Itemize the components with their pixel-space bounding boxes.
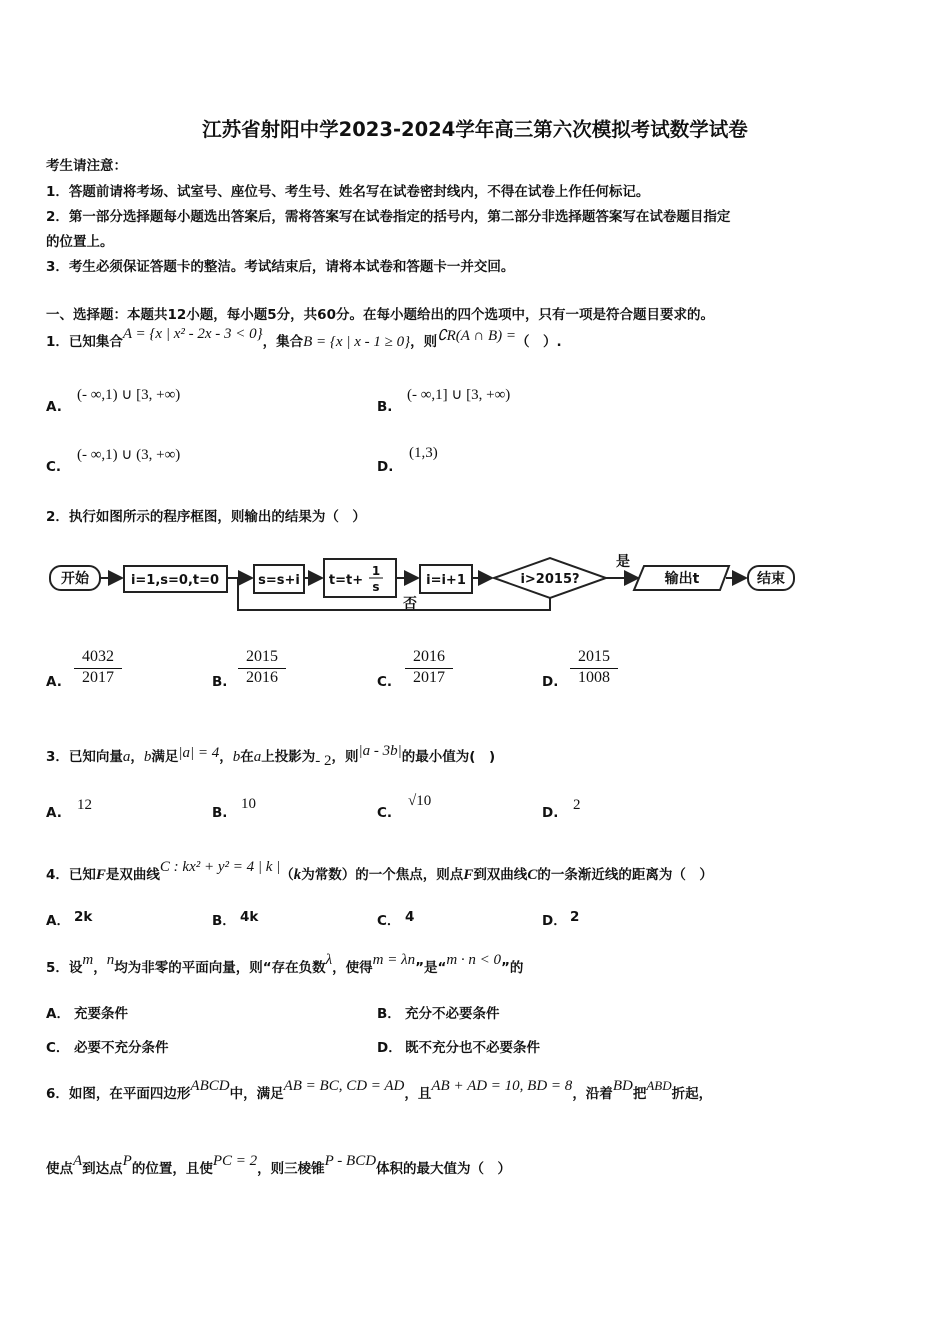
q4-hyperbola: C : kx² + y² = 4 | k | (159, 859, 281, 875)
question-4-stem (46, 859, 713, 884)
q4-text: 的一条渐近线的距离为（ ） (537, 867, 713, 883)
q3-option-a-label: A. (46, 805, 62, 821)
section-heading: 一、选择题：本题共12小题，每小题5分，共60分。在每小题给出的四个选项中，只有一项是符合题目要求的。 (46, 307, 714, 323)
q5-text: ”是“ (415, 960, 447, 976)
q1-option-c: (- ∞,1) ∪ (3, +∞) (77, 447, 181, 463)
q2-option-b-denominator: 2016 (246, 669, 278, 686)
notice-item: 的位置上。 (46, 234, 114, 250)
q2-option-d-denominator: 1008 (578, 669, 610, 686)
question-5-stem (46, 952, 524, 977)
q1-set-a: A = {x | x² - 2x - 3 < 0} (122, 326, 263, 342)
q2-option-c-label: C. (377, 674, 393, 690)
q5-text: ”的 (501, 960, 524, 976)
q2-option-d-label: D. (542, 674, 559, 690)
flow-t-label: t=t+ (328, 573, 364, 588)
q4-var-f2: F (463, 867, 474, 883)
q6-pyramid: P - BCD (324, 1153, 377, 1169)
q3-option-d: 2 (573, 797, 581, 813)
q6-text: 到达点 (82, 1161, 123, 1177)
question-6-stem (46, 1078, 713, 1103)
q4-option-a-label: A． (46, 913, 70, 929)
q5-option-c-label: C． (46, 1040, 70, 1056)
q5-var-m: m (82, 952, 94, 968)
q6-text: 的位置，且使 (131, 1161, 213, 1177)
q4-option-a: 2k (74, 909, 93, 925)
q2-option-c-denominator: 2017 (413, 669, 445, 686)
q6-text: 6．如图，在平面四边形 (46, 1086, 191, 1102)
q3-text: ， (130, 749, 144, 765)
q6-text: 体积的最大值为（ ） (376, 1161, 512, 1177)
q3-vector-a2: a (253, 749, 262, 765)
q4-text: 为常数）的一个焦点，则点 (301, 867, 464, 883)
q1-text: 1．已知集合 (46, 334, 123, 350)
program-flowchart (48, 548, 808, 628)
q1-option-b-label: B. (377, 399, 393, 415)
q6-text: ，且 (404, 1086, 432, 1102)
q2-option-b-label: B. (212, 674, 228, 690)
q6-text: 使点 (46, 1161, 73, 1177)
q4-text: 4．已知 (46, 867, 96, 883)
q6-text: 把 (632, 1086, 647, 1102)
question-3-stem (46, 743, 496, 769)
q1-option-b: (- ∞,1] ∪ [3, +∞) (407, 387, 511, 403)
q3-option-d-label: D. (542, 805, 559, 821)
flow-cond-label: i>2015? (520, 572, 580, 587)
q4-option-b-label: B． (212, 913, 236, 929)
q3-text: 上投影为 (261, 749, 316, 765)
q4-option-c: 4 (405, 909, 415, 925)
q2-option-d-fraction (570, 648, 618, 689)
q6-quad: ABCD (190, 1078, 230, 1094)
q2-option-a-denominator: 2017 (82, 669, 114, 686)
q6-cond-1: AB = BC, CD = AD (283, 1078, 405, 1094)
flow-t-frac-num: 1 (371, 564, 381, 578)
q3-option-c: √10 (408, 793, 432, 809)
q3-text: 满足 (151, 749, 179, 765)
q3-option-a: 12 (77, 797, 92, 813)
q2-option-a-numerator: 4032 (74, 648, 122, 669)
q5-option-a: 充要条件 (74, 1006, 128, 1022)
q2-option-c-numerator: 2016 (405, 648, 453, 669)
q3-option-c-label: C. (377, 805, 393, 821)
q1-option-c-label: C. (46, 459, 62, 475)
q6-cond-pc: PC = 2 (212, 1153, 258, 1169)
q3-text: ， (219, 749, 233, 765)
q6-edge-bd: BD (612, 1078, 633, 1094)
q5-condition-1: m = λn (372, 952, 416, 968)
q5-option-c: 必要不充分条件 (74, 1040, 169, 1056)
q4-var-k: k (293, 867, 302, 883)
q3-option-b-label: B. (212, 805, 228, 821)
flow-output-label: 输出t (664, 571, 700, 587)
q4-text: （ (280, 867, 294, 883)
flow-s-label: s=s+i (258, 573, 300, 588)
q6-point-p: P (122, 1153, 132, 1169)
q4-text: 是双曲线 (105, 867, 160, 883)
q3-expression: |a - 3b| (358, 743, 402, 759)
notice-item: 2．第一部分选择题每小题选出答案后，需将答案写在试卷指定的括号内，第二部分非选择题答案写在试卷题目指定 (46, 209, 731, 225)
q3-vector-a: a (122, 749, 131, 765)
q4-var-f: F (95, 867, 106, 883)
question-2-stem: 2．执行如图所示的程序框图，则输出的结果为（ ） (46, 509, 366, 525)
notice-item: 1．答题前请将考场、试室号、座位号、考生号、姓名写在试卷密封线内，不得在试卷上作任何标记。 (46, 184, 650, 200)
flow-yes-label: 是 (616, 554, 630, 570)
q5-text: 5．设 (46, 960, 83, 976)
q6-point-a: A (73, 1153, 83, 1169)
q1-option-d-label: D. (377, 459, 394, 475)
q4-option-d-label: D． (542, 913, 567, 929)
q6-cond-2: AB + AD = 10, BD = 8 (431, 1078, 573, 1094)
q3-norm-a: |a| = 4 (178, 745, 220, 761)
q6-text: ，沿着 (572, 1086, 613, 1102)
q1-set-b: B = {x | x - 1 ≥ 0} (303, 334, 411, 350)
q4-var-c: C (527, 867, 538, 883)
q1-complement: ∁R(A ∩ B) = (437, 328, 517, 344)
q6-text: 中，满足 (229, 1086, 284, 1102)
q5-option-d: 既不充分也不必要条件 (405, 1040, 540, 1056)
page-title: 江苏省射阳中学2023-2024学年高三第六次模拟考试数学试卷 (202, 118, 748, 141)
q2-option-b-fraction (238, 648, 286, 689)
q1-text: （ ）. (516, 334, 562, 350)
q4-option-d: 2 (570, 909, 580, 925)
q6-triangle-abd: ABD (646, 1078, 672, 1093)
q1-text: ，集合 (262, 334, 304, 350)
q5-option-a-label: A． (46, 1006, 70, 1022)
q5-var-lambda: λ (325, 952, 333, 968)
q5-text: 均为非零的平面向量，则“存在负数 (114, 960, 326, 976)
q3-text: 在 (240, 749, 254, 765)
notice-heading: 考生请注意： (46, 158, 127, 174)
q5-text: ， (93, 960, 107, 976)
q5-option-b-label: B． (377, 1006, 401, 1022)
q2-option-d-numerator: 2015 (570, 648, 618, 669)
q5-option-b: 充分不必要条件 (405, 1006, 500, 1022)
flow-start-label: 开始 (61, 571, 89, 587)
q5-var-n: n (106, 952, 115, 968)
flow-end-label: 结束 (757, 571, 785, 587)
q6-text: 折起， (671, 1086, 713, 1102)
q3-text: 3．已知向量 (46, 749, 123, 765)
q1-option-a: (- ∞,1) ∪ [3, +∞) (77, 387, 181, 403)
q4-option-c-label: C． (377, 913, 401, 929)
flow-t-frac-den: s (372, 580, 380, 594)
flow-no-label: 否 (403, 596, 417, 612)
q3-vector-b: b (143, 749, 152, 765)
q4-text: 到双曲线 (473, 867, 528, 883)
q3-projection: - 2 (315, 753, 332, 769)
q1-text: ，则 (410, 334, 438, 350)
q2-option-b-numerator: 2015 (238, 648, 286, 669)
q1-option-a-label: A. (46, 399, 62, 415)
q6-text: ，则三棱锥 (257, 1161, 325, 1177)
q2-option-a-fraction (74, 648, 122, 689)
flow-init-label: i=1,s=0,t=0 (130, 573, 220, 588)
q3-text: ，则 (331, 749, 359, 765)
q3-vector-b2: b (232, 749, 241, 765)
flow-inc-label: i=i+1 (426, 573, 466, 588)
q3-text: 的最小值为( ) (401, 749, 496, 765)
q2-option-c-fraction (405, 648, 453, 689)
q4-option-b: 4k (240, 909, 259, 925)
question-1-stem (46, 326, 562, 351)
notice-item: 3．考生必须保证答题卡的整洁。考试结束后，请将本试卷和答题卡一并交回。 (46, 259, 515, 275)
q1-option-d: (1,3) (409, 445, 438, 461)
q2-option-a-label: A. (46, 674, 62, 690)
q3-option-b: 10 (241, 796, 256, 812)
q5-text: ，使得 (332, 960, 373, 976)
question-6-stem-cont (46, 1153, 512, 1178)
q5-condition-2: m · n < 0 (446, 952, 502, 968)
q5-option-d-label: D． (377, 1040, 402, 1056)
